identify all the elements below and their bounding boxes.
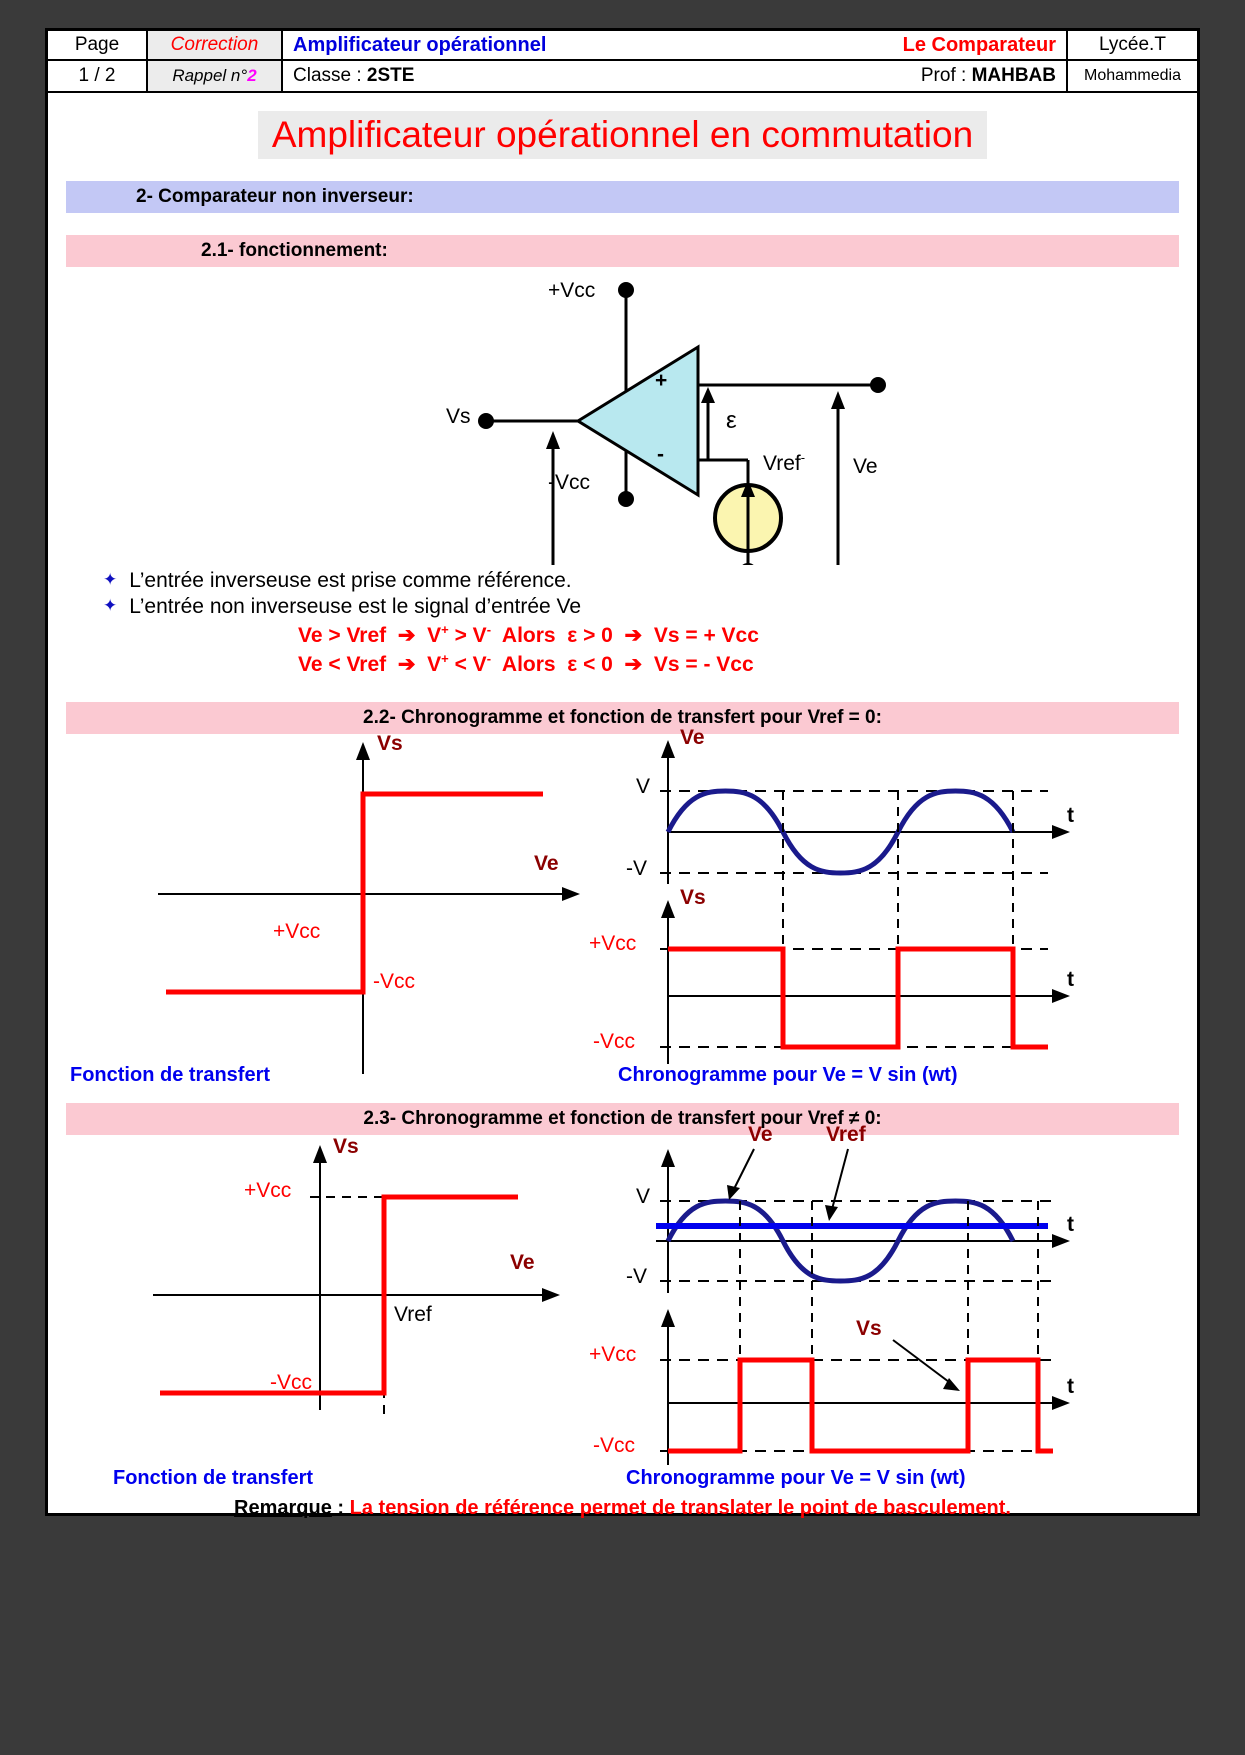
label-epsilon: ε bbox=[726, 407, 737, 434]
bullet-text: L’entrée non inverseuse est le signal d’entrée Ve bbox=[129, 595, 582, 618]
list-item bbox=[103, 595, 1197, 619]
node-vs bbox=[478, 413, 494, 429]
equation-row: Ve > Vref ➔ V+ > V- Alors ε > 0 ➔ Vs = + Vcc bbox=[298, 622, 759, 647]
node-vcc-neg bbox=[618, 491, 634, 507]
label-nvcc-chrono2: -Vcc bbox=[593, 1433, 635, 1457]
label-vs: Vs bbox=[446, 405, 471, 428]
opamp-circuit-diagram bbox=[48, 275, 1197, 565]
page-title-wrap bbox=[48, 111, 1197, 159]
label-vcc-neg: -Vcc bbox=[548, 471, 590, 494]
annotation-vs-chrono2: Vs bbox=[856, 1316, 882, 1340]
remark-line: Remarque : La tension de référence permet de translater le point de basculement. bbox=[234, 1496, 1011, 1519]
label-nvcc-chrono1: -Vcc bbox=[593, 1029, 635, 1053]
axis-label-vs-tf1: Vs bbox=[377, 731, 403, 755]
node-input-plus bbox=[870, 377, 886, 393]
remark-label: Remarque bbox=[234, 1496, 332, 1519]
page-label: Page bbox=[74, 34, 120, 55]
school-name: Lycée.T bbox=[1099, 34, 1166, 55]
charts-row-2-3 bbox=[48, 1122, 1197, 1495]
page-value: 1 / 2 bbox=[78, 65, 116, 86]
remark-text: La tension de référence permet de translater le point de basculement. bbox=[349, 1496, 1011, 1519]
prof-field: Prof : MAHBAB bbox=[920, 65, 1056, 86]
header-subject-cell bbox=[283, 31, 1068, 91]
header-page-cell bbox=[48, 31, 148, 91]
condition-equations bbox=[298, 621, 1197, 680]
label-input-minus: - bbox=[657, 443, 664, 466]
equation-row: Ve < Vref ➔ V+ < V- Alors ε < 0 ➔ Vs = - Vcc bbox=[298, 651, 754, 677]
axis-label-t-chrono1: t bbox=[1067, 803, 1074, 827]
label-ve: Ve bbox=[853, 455, 878, 478]
correction-label: Correction bbox=[170, 34, 259, 55]
label-v-chrono2: V bbox=[636, 1184, 651, 1208]
section-heading-2: 2- Comparateur non inverseur: bbox=[66, 181, 1179, 213]
chart-chronogram-vref-0 bbox=[660, 740, 1070, 1064]
label-vcc-pos: +Vcc bbox=[548, 279, 596, 302]
chart-transfer-function-vref-0 bbox=[158, 742, 580, 1074]
classe-field: Classe : 2STE bbox=[293, 65, 415, 86]
header-correction-cell bbox=[148, 31, 283, 91]
topic-title: Le Comparateur bbox=[902, 33, 1056, 56]
section-heading-2-1: 2.1- fonctionnement: bbox=[66, 235, 1179, 267]
diamond-bullet-icon: ✦ bbox=[103, 570, 118, 589]
section-heading-2-3: 2.3- Chronogramme et fonction de transfert pour Vref ≠ 0: bbox=[66, 1103, 1179, 1135]
axis-label-t2-chrono1: t bbox=[1067, 967, 1074, 991]
label-pvcc-chrono2: +Vcc bbox=[589, 1342, 637, 1366]
label-input-plus: + bbox=[655, 369, 668, 392]
list-item bbox=[103, 569, 1197, 593]
subject-title: Amplificateur opérationnel bbox=[293, 33, 547, 56]
node-ground bbox=[739, 563, 757, 565]
page-title: Amplificateur opérationnel en commutation bbox=[258, 111, 987, 159]
label-pvcc-chrono1: +Vcc bbox=[589, 931, 637, 955]
axis-label-vs-tf2: Vs bbox=[333, 1134, 359, 1158]
charts-row-2-2 bbox=[48, 725, 1197, 1099]
section-heading-2-2: 2.2- Chronogramme et fonction de transfert pour Vref = 0: bbox=[66, 702, 1179, 734]
document-page bbox=[45, 28, 1200, 1519]
caption-chrono-2: Chronogramme pour Ve = V sin (wt) bbox=[626, 1466, 966, 1489]
axis-label-ve-tf2: Ve bbox=[510, 1250, 535, 1274]
chart-transfer-function-vref-nonzero bbox=[153, 1145, 560, 1417]
school-city: Mohammedia bbox=[1084, 67, 1181, 84]
rappel-label: Rappel n°2 bbox=[172, 66, 257, 85]
chart-chronogram-vref-nonzero bbox=[656, 1149, 1070, 1465]
label-pvcc-tf1: +Vcc bbox=[273, 919, 321, 943]
label-v-chrono1: V bbox=[636, 774, 651, 798]
caption-transfer-1: Fonction de transfert bbox=[70, 1063, 271, 1086]
diamond-bullet-icon: ✦ bbox=[103, 596, 118, 615]
bullet-text: L’entrée inverseuse est prise comme référence. bbox=[129, 569, 572, 592]
annotation-vref-chrono2: Vref bbox=[826, 1122, 866, 1146]
bullet-list bbox=[103, 569, 1197, 619]
axis-label-vs-chrono1: Vs bbox=[680, 885, 706, 909]
label-nv-chrono1: -V bbox=[626, 856, 647, 880]
axis-label-t-chrono2: t bbox=[1067, 1212, 1074, 1236]
document-header bbox=[48, 31, 1197, 93]
axis-label-ve-tf1: Ve bbox=[534, 851, 559, 875]
opamp-triangle bbox=[578, 347, 698, 495]
label-pvcc-tf2: +Vcc bbox=[244, 1178, 292, 1202]
label-nv-chrono2: -V bbox=[626, 1264, 647, 1288]
header-school-cell bbox=[1068, 31, 1197, 91]
axis-label-t2-chrono2: t bbox=[1067, 1374, 1074, 1398]
caption-chrono-1: Chronogramme pour Ve = V sin (wt) bbox=[618, 1063, 958, 1086]
node-vcc-pos bbox=[618, 282, 634, 298]
label-nvcc-tf1: -Vcc bbox=[373, 969, 415, 993]
caption-transfer-2: Fonction de transfert bbox=[113, 1466, 314, 1489]
axis-label-ve-chrono1: Ve bbox=[680, 725, 705, 749]
annotation-ve-chrono2: Ve bbox=[748, 1122, 773, 1146]
label-vref-tf2: Vref bbox=[394, 1302, 432, 1326]
label-nvcc-tf2: -Vcc bbox=[270, 1370, 312, 1394]
label-vref: Vref- bbox=[763, 450, 806, 475]
